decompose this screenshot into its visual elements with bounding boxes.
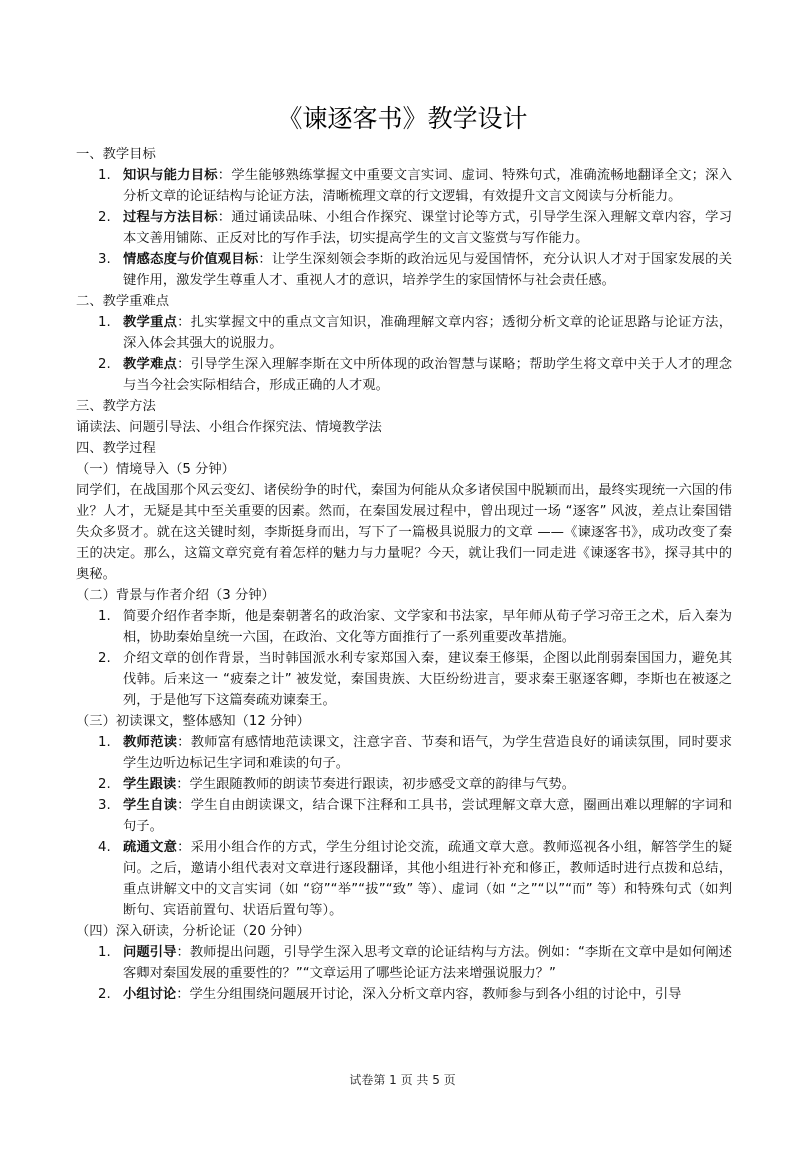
item-separator: ： [258, 252, 272, 267]
item-label: 学生自读 [123, 798, 178, 813]
list-item [76, 732, 732, 774]
key-points-list [76, 312, 732, 396]
list-item [76, 648, 732, 711]
item-label: 教学难点 [123, 357, 178, 372]
document-body [76, 144, 732, 1005]
item-text: 引导学生深入理解李斯在文中所体现的政治智慧与谋略；帮助学生将文章中关于人才的理念与当今社会实际相结合，形成正确的人才观。 [123, 357, 733, 393]
item-separator: ： [177, 315, 191, 330]
item-separator: ： [177, 357, 191, 372]
list-number: 4. [98, 840, 111, 855]
section-heading-methods: 三、教学方法 [76, 399, 156, 414]
subsection-heading-first-reading: （三）初读课文，整体感知（12 分钟） [76, 714, 310, 729]
item-label: 知识与能力目标 [123, 168, 218, 183]
list-number: 3. [98, 798, 111, 813]
list-item [76, 606, 732, 648]
subsection-heading-deep-reading: （四）深入研读，分析论证（20 分钟） [76, 924, 310, 939]
item-label: 疏通文意 [123, 840, 178, 855]
item-separator: ： [176, 945, 190, 960]
list-item [76, 165, 732, 207]
item-text: 让学生深刻领会李斯的政治远见与爱国情怀，充分认识人才对于国家发展的关键作用，激发学生尊重人才、重视人才的意识，培养学生的家国情怀与社会责任感。 [123, 252, 733, 288]
item-text: 介绍文章的创作背景，当时韩国派水利专家郑国入秦，建议秦王修渠，企图以此削弱秦国国力，避免其伐韩。后来这一 “疲秦之计” 被发觉，秦国贵族、大臣纷纷进言，要求秦王驱逐客卿，李斯也在被逐之列，于是他写下这篇奏疏劝谏秦王。 [123, 651, 732, 708]
first-reading-list [76, 732, 732, 921]
list-number: 1. [98, 735, 111, 750]
item-separator: ： [217, 168, 232, 183]
item-separator: ： [177, 840, 191, 855]
section-heading-objectives: 一、教学目标 [76, 147, 156, 162]
item-text: 学生分组围绕问题展开讨论，深入分析文章内容，教师参与到各小组的讨论中，引导 [189, 987, 682, 1002]
subsection-heading-introduction: （一）情境导入（5 分钟） [76, 462, 235, 477]
objectives-list [76, 165, 732, 291]
item-text: 简要介绍作者李斯，他是秦朝著名的政治家、文学家和书法家，早年师从荀子学习帝王之术，后入秦为相，协助秦始皇统一六国，在政治、文化等方面推行了一系列重要改革措施。 [123, 609, 732, 645]
section-heading-key-points: 二、教学重难点 [76, 294, 170, 309]
list-number: 2. [98, 777, 111, 792]
list-number: 2. [98, 651, 111, 666]
list-item [76, 774, 732, 795]
list-item [76, 207, 732, 249]
list-item [76, 795, 732, 837]
item-separator: ： [176, 987, 190, 1002]
background-list [76, 606, 732, 711]
item-label: 情感态度与价值观目标 [123, 252, 259, 267]
item-text: 通过诵读品味、小组合作探究、课堂讨论等方式，引导学生深入理解文章内容，学习本文善用铺陈、正反对比的写作手法，切实提高学生的文言文鉴赏与写作能力。 [123, 210, 733, 246]
item-text: 教师富有感情地范读课文，注意字音、节奏和语气，为学生营造良好的诵读氛围，同时要求学生边听边标记生字词和难读的句子。 [123, 735, 733, 771]
list-item [76, 984, 732, 1005]
item-separator: ： [176, 777, 190, 792]
list-item [76, 354, 732, 396]
introduction-text: 同学们，在战国那个风云变幻、诸侯纷争的时代，秦国为何能从众多诸侯国中脱颖而出，最终实现统一六国的伟业？人才，无疑是其中至关重要的因素。然而，在秦国发展过程中，曾出现过一场 “逐客” 风波，差点让秦国错失众多贤才。就在这关键时刻，李斯挺身而出，写下了一篇极具说服力的文章 ——《谏逐客书》，成功改变了秦王的决定。那么，这篇文章究竟有着怎样的魅力与力量呢？今天，就让我们一同走进《谏逐客书》，探寻其中的奥秘。 [76, 483, 732, 582]
page-footer: 试卷第 1 页 共 5 页 [349, 1073, 456, 1087]
list-number: 2. [98, 987, 111, 1002]
list-item [76, 837, 732, 921]
list-number: 1. [98, 315, 111, 330]
item-label: 小组讨论 [123, 987, 177, 1002]
list-item [76, 312, 732, 354]
item-label: 问题引导 [123, 945, 177, 960]
item-text: 教师提出问题，引导学生深入思考文章的论证结构与方法。例如：“李斯在文章中是如何阐述客卿对秦国发展的重要性的？”“文章运用了哪些论证方法来增强说服力？” [123, 945, 733, 981]
item-text: 学生能够熟练掌握文中重要文言实词、虚词、特殊句式，准确流畅地翻译全文；深入分析文章的论证结构与论证方法，清晰梳理文章的行文逻辑，有效提升文言文阅读与分析能力。 [123, 168, 733, 204]
list-number: 2. [98, 357, 111, 372]
item-separator: ： [177, 735, 191, 750]
list-number: 2. [98, 210, 111, 225]
list-number: 1. [98, 945, 111, 960]
list-item [76, 249, 732, 291]
item-separator: ： [177, 798, 191, 813]
item-separator: ： [217, 210, 232, 225]
document-title: 《谏逐客书》教学设计 [277, 104, 528, 133]
item-text: 学生跟随教师的朗读节奏进行跟读，初步感受文章的韵律与气势。 [189, 777, 576, 792]
item-label: 教师范读 [123, 735, 178, 750]
list-number: 1. [98, 609, 111, 624]
item-text: 扎实掌握文中的重点文言知识，准确理解文章内容；透彻分析文章的论证思路与论证方法，深入体会其强大的说服力。 [123, 315, 733, 351]
item-text: 采用小组合作的方式，学生分组讨论交流，疏通文章大意。教师巡视各小组，解答学生的疑问。之后，邀请小组代表对文章进行逐段翻译，其他小组进行补充和修正，教师适时进行点拨和总结，重点讲解文中的文言实词（如 “窃”“举”“拔”“致” 等）、虚词（如 “之”“以”“而” 等）和特殊句式（如判断句、宾语前置句、状语后置句等）。 [123, 840, 733, 918]
item-text: 学生自由朗读课文，结合课下注释和工具书，尝试理解文章大意，圈画出难以理解的字词和句子。 [123, 798, 733, 834]
list-number: 1. [98, 168, 111, 183]
item-label: 教学重点 [123, 315, 178, 330]
item-label: 学生跟读 [123, 777, 177, 792]
item-label: 过程与方法目标 [123, 210, 218, 225]
subsection-heading-background: （二）背景与作者介绍（3 分钟） [76, 588, 275, 603]
list-item [76, 942, 732, 984]
section-heading-process: 四、教学过程 [76, 441, 156, 456]
deep-reading-list [76, 942, 732, 1005]
methods-text: 诵读法、问题引导法、小组合作探究法、情境教学法 [76, 420, 382, 435]
list-number: 3. [98, 252, 111, 267]
